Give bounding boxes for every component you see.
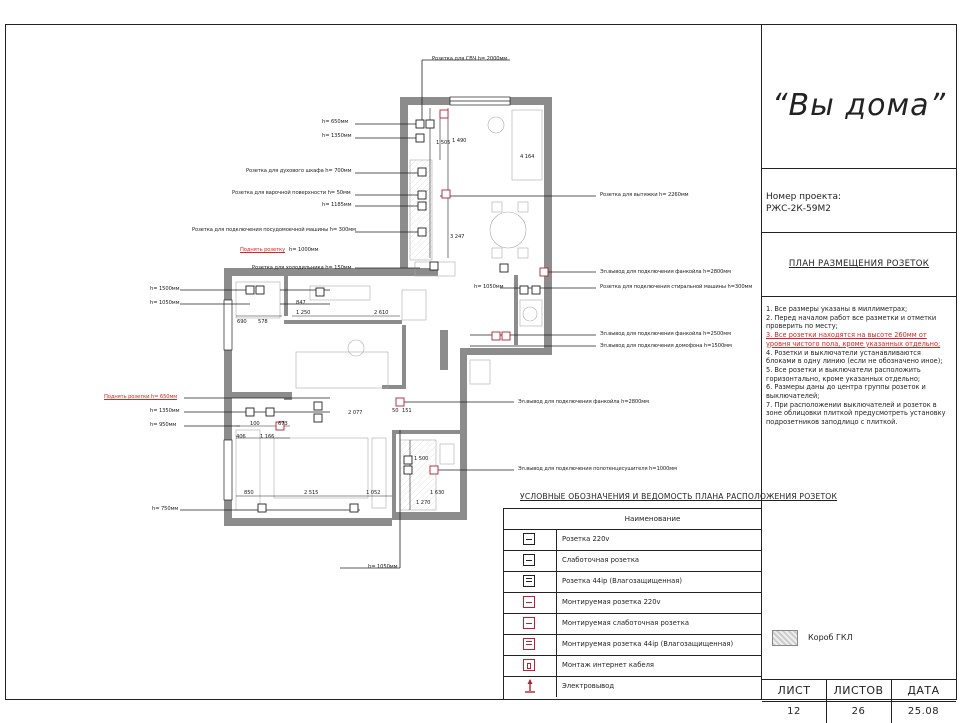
legend-symbol-cell xyxy=(504,634,557,655)
legend-label: Слаботочная розетка xyxy=(562,556,640,564)
dimension-value: 2 610 xyxy=(374,310,389,316)
legend-label: Монтируемая розетка 220v xyxy=(562,598,661,606)
mounted-lowvoltage-socket-icon xyxy=(523,617,535,629)
legend-header xyxy=(504,509,761,530)
annotation-raise-socket: Поднять розетку xyxy=(240,247,286,253)
legend-symbol-cell xyxy=(504,529,557,550)
annotation: Розетка для подключения стиральной машины h=300мм xyxy=(600,284,753,290)
annotation: h= 1050мм xyxy=(150,300,180,306)
legend-label: Монтируемая розетка 44ip (Влагозащищенная) xyxy=(562,640,734,648)
note-item: 2. Перед началом работ все разметки и отметки проверить по месту; xyxy=(766,313,937,331)
annotation: h= 1185мм xyxy=(322,202,352,208)
legend-label: Розетка 44ip (Влагозащищенная) xyxy=(562,577,682,585)
note-item: 1. Все размеры указаны в миллиметрах; xyxy=(766,305,908,313)
dimension-value: 1 490 xyxy=(452,138,467,144)
annotation: Эл.вывод для подключения домофона h=1500мм xyxy=(600,343,732,349)
legend-symbol-cell xyxy=(504,571,557,592)
legend-symbol-cell xyxy=(504,613,557,634)
title-block-plan-cell xyxy=(762,233,956,297)
annotation: Розетка для вытяжки h= 2260мм xyxy=(600,192,689,198)
legend-symbol-cell xyxy=(504,676,557,697)
legend-row xyxy=(504,613,761,635)
sheets-total: 26 xyxy=(851,706,866,717)
dimension-value: 673 xyxy=(278,421,288,427)
mounted-socket-icon xyxy=(523,596,535,608)
dimension-value: 50 xyxy=(392,408,399,414)
annotation: h= 1050мм xyxy=(474,284,504,290)
legend-title: УСЛОВНЫЕ ОБОЗНАЧЕНИЯ И ВЕДОМОСТЬ ПЛАНА РАСПОЛОЖЕНИЯ РОЗЕТОК xyxy=(520,492,838,501)
legend-label: Монтируемая слаботочная розетка xyxy=(562,619,689,627)
annotation: Эл.вывод для подключения фанкойла h=2500мм xyxy=(600,331,731,337)
annotation: Эл.вывод для подключения фанкойла h=2800мм xyxy=(600,269,731,275)
legend-symbol-cell xyxy=(504,655,557,676)
waterproof-socket-icon xyxy=(523,575,535,587)
annotation: Эл.вывод для подключения фанкойла h=2800мм xyxy=(518,399,649,405)
project-label: Номер проекта: xyxy=(766,192,842,202)
dimension-value: 151 xyxy=(402,408,412,414)
korob-label: Короб ГКЛ xyxy=(808,633,853,642)
note-item-highlighted: 3. Все розетки находятся на высоте 260мм от уровня чистого пола, кроме указанных отдельно; xyxy=(766,331,941,348)
hatch-swatch-icon xyxy=(772,630,798,646)
date-header: ДАТА xyxy=(907,684,940,697)
project-number xyxy=(766,191,841,215)
annotation: Розетка для подключения посудомоечной машины h= 300мм xyxy=(192,227,356,233)
dimension-value: 1 630 xyxy=(430,490,445,496)
annotation: h= 1350мм xyxy=(150,408,180,414)
annotation: h= 650мм xyxy=(322,119,349,125)
legend-label: Монтаж интернет кабеля xyxy=(562,661,655,669)
annotation: Розетка для холодильника h= 150мм xyxy=(252,265,352,271)
dimension-value: 690 xyxy=(237,319,247,325)
title-block-notes-cell xyxy=(762,297,956,679)
sheet-number: 12 xyxy=(787,706,801,717)
title-block-brand-cell xyxy=(762,24,956,169)
annotation: h= 1500мм xyxy=(150,286,180,292)
internet-cable-icon xyxy=(523,659,535,671)
legend-symbol-cell xyxy=(504,592,557,613)
dimension-value: 1 166 xyxy=(260,434,275,440)
legend-row xyxy=(504,634,761,656)
dimension-value: 1 250 xyxy=(296,310,311,316)
annotation: h= 1050мм xyxy=(368,564,398,570)
note-item: 4. Розетки и выключатели устанавливаются блоками в одну линию (если не обозначено иное); xyxy=(766,348,943,366)
legend-row xyxy=(504,571,761,593)
dimension-value: 406 xyxy=(236,434,246,440)
dimension-value: 100 xyxy=(250,421,260,427)
notes-list xyxy=(766,305,952,427)
annotation: Розетка для варочной поверхности h= 50мм xyxy=(232,190,351,196)
korob-legend xyxy=(772,627,853,646)
title-block xyxy=(761,24,957,717)
dimension-value: 3 247 xyxy=(450,234,465,240)
legend-row xyxy=(504,592,761,614)
socket-icon xyxy=(523,533,535,545)
legend-table xyxy=(503,508,761,700)
dimension-value: 4 164 xyxy=(520,154,535,160)
legend-row xyxy=(504,550,761,572)
legend-row xyxy=(504,655,761,677)
note-item: 5. Все розетки и выключатели расположить горизонтально, кроме указанных отдельно; xyxy=(766,365,921,383)
legend-row xyxy=(504,676,761,697)
note-item: 6. Размеры даны до центра группы розеток и выключателей; xyxy=(766,383,926,401)
legend-header-label: Наименование xyxy=(624,514,681,523)
annotation: Розетка для СВЧ h= 2000мм xyxy=(432,56,508,62)
dimension-value: 578 xyxy=(258,319,268,325)
annotation: h= 950мм xyxy=(150,422,177,428)
sheet-header: ЛИСТ xyxy=(777,684,811,697)
annotation: h= 1000мм xyxy=(289,247,319,253)
brand-name: “Вы дома” xyxy=(772,88,946,123)
dimension-value: 1 505 xyxy=(436,140,451,146)
dimension-value: 847 xyxy=(296,300,306,306)
note-item: 7. При расположении выключателей и розеток в зоне облицовки плиткой предусмотреть установку подрозетников заподлицо с плиткой. xyxy=(766,400,946,427)
legend-row xyxy=(504,529,761,551)
annotation: h= 1350мм xyxy=(322,133,352,139)
project-code: РЖС-2К-59М2 xyxy=(766,204,831,214)
annotation-raise-sockets: Поднять розетки h= 650мм xyxy=(104,394,178,400)
dimension-value: 850 xyxy=(244,490,254,496)
annotation: Эл.вывод для подключения полотенцесушителя h=1000мм xyxy=(518,466,677,472)
sheets-header: ЛИСТОВ xyxy=(833,684,884,697)
plan-title: ПЛАН РАЗМЕЩЕНИЯ РОЗЕТОК xyxy=(788,259,930,269)
annotation: h= 750мм xyxy=(152,506,179,512)
electrical-outlet-icon xyxy=(504,676,556,697)
legend-label: Розетка 220v xyxy=(562,535,610,543)
dimension-value: 2 515 xyxy=(304,490,319,496)
sheet-info-table xyxy=(762,679,956,723)
legend-symbol-cell xyxy=(504,550,557,571)
legend-label: Электровывод xyxy=(562,682,615,690)
lowvoltage-socket-icon xyxy=(523,554,535,566)
dimension-value: 2 077 xyxy=(348,410,363,416)
sheet-date: 25.08 xyxy=(907,706,940,717)
dimension-value: 1 270 xyxy=(416,500,431,506)
annotation: Розетка для духового шкафа h= 700мм xyxy=(246,168,352,174)
mounted-waterproof-socket-icon xyxy=(523,638,535,650)
title-block-project-cell xyxy=(762,169,956,233)
dimension-value: 1 052 xyxy=(366,490,381,496)
dimension-value: 1 500 xyxy=(414,456,429,462)
